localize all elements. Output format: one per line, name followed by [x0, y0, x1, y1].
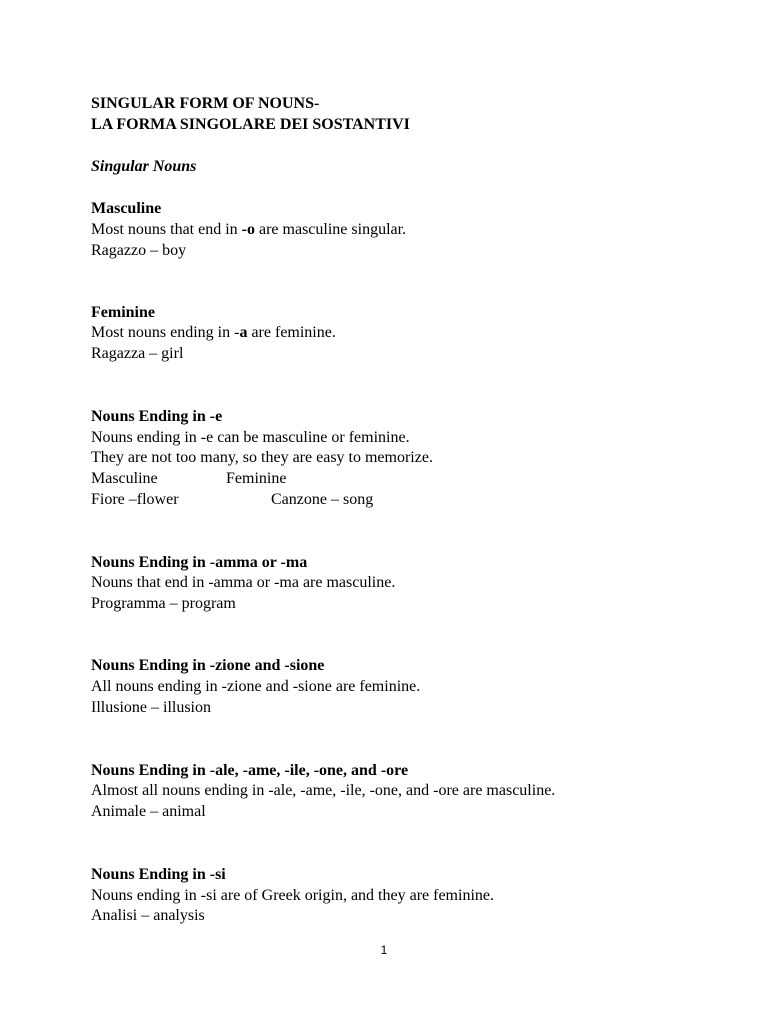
ending-zione-text: All nouns ending in -zione and -sione are feminine. — [91, 678, 421, 695]
masculine-rule-end: are masculine singular. — [255, 221, 407, 238]
feminine-rule-ending: a — [239, 324, 248, 341]
ending-e-text-1: Nouns ending in -e can be masculine or feminine. — [91, 429, 410, 446]
ending-ale-example: Animale – animal — [91, 803, 206, 820]
title-line-2: LA FORMA SINGOLARE DEI SOSTANTIVI — [91, 116, 410, 133]
masculine-heading: Masculine — [91, 200, 162, 217]
ending-amma-example: Programma – program — [91, 595, 236, 612]
masculine-rule — [91, 219, 406, 240]
feminine-rule-start: Most nouns ending in - — [91, 324, 240, 341]
ending-e-column-headers — [91, 468, 491, 489]
feminine-rule-end: are feminine. — [247, 324, 336, 341]
feminine-heading: Feminine — [91, 304, 155, 321]
ending-zione-heading: Nouns Ending in -zione and -sione — [91, 657, 325, 674]
title-line-1: SINGULAR FORM OF NOUNS- — [91, 95, 320, 112]
ending-si-heading: Nouns Ending in -si — [91, 866, 226, 883]
masculine-example: Ragazzo – boy — [91, 242, 187, 259]
ending-amma-text: Nouns that end in -amma or -ma are masculine. — [91, 574, 396, 591]
column-feminine: Feminine — [226, 470, 287, 487]
ending-ale-text: Almost all nouns ending in -ale, -ame, -ile, -one, and -ore are masculine. — [91, 782, 556, 799]
ending-si-example: Analisi – analysis — [91, 907, 205, 924]
ending-e-text-2: They are not too many, so they are easy to memorize. — [91, 449, 433, 466]
ending-amma-heading: Nouns Ending in -amma or -ma — [91, 554, 308, 571]
ending-e-heading: Nouns Ending in -e — [91, 408, 223, 425]
masculine-rule-start: Most nouns that end in — [91, 221, 242, 238]
masculine-rule-ending: -o — [241, 221, 255, 238]
ending-e-examples — [91, 489, 491, 510]
example-masculine: Fiore –flower — [91, 491, 179, 508]
ending-zione-example: Illusione – illusion — [91, 699, 211, 716]
page-number: 1 — [380, 943, 388, 957]
column-masculine: Masculine — [91, 470, 158, 487]
feminine-rule — [91, 322, 336, 343]
subtitle: Singular Nouns — [91, 158, 197, 175]
ending-si-text: Nouns ending in -si are of Greek origin, and they are feminine. — [91, 887, 494, 904]
example-feminine: Canzone – song — [271, 491, 374, 508]
ending-ale-heading: Nouns Ending in -ale, -ame, -ile, -one, and -ore — [91, 762, 409, 779]
feminine-example: Ragazza – girl — [91, 345, 184, 362]
